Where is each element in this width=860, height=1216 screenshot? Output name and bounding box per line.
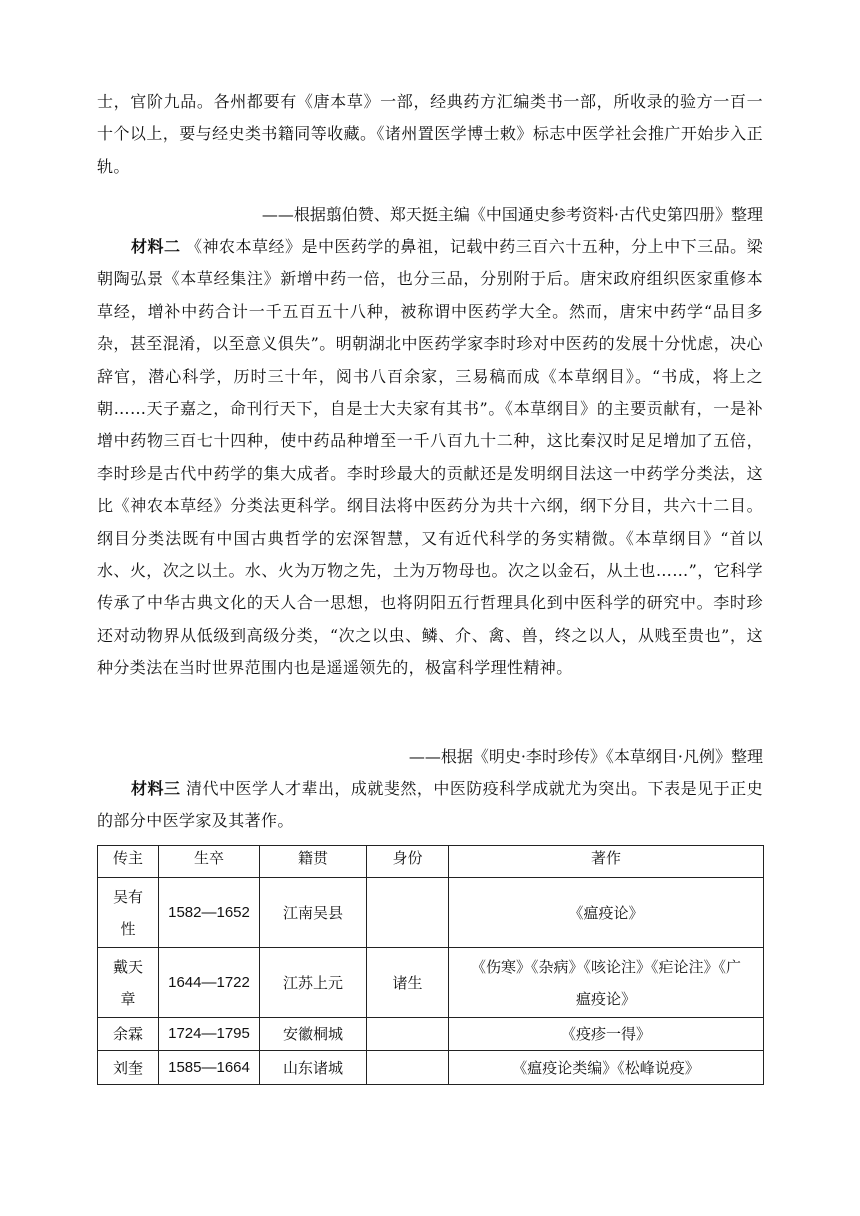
material-two-paragraph bbox=[97, 231, 763, 685]
table-row bbox=[98, 1018, 764, 1051]
cell-years: 1644—1722 bbox=[159, 948, 260, 1018]
material-two-label: 材料二 bbox=[131, 237, 181, 256]
cell-name: 刘奎 bbox=[98, 1051, 159, 1085]
cell-name: 余霖 bbox=[98, 1018, 159, 1051]
source-note-1: ——根据翦伯赞、郑天挺主编《中国通史参考资料·古代史第四册》整理 bbox=[261, 205, 763, 224]
header-status: 身份 bbox=[367, 846, 449, 878]
cell-works: 《疫疹一得》 bbox=[449, 1018, 764, 1051]
header-years: 生卒 bbox=[159, 846, 260, 878]
cell-name: 吴有性 bbox=[98, 878, 159, 948]
table-row bbox=[98, 878, 764, 948]
table-row bbox=[98, 1051, 764, 1085]
cell-works: 《伤寒》《杂病》《咳论注》《疟论注》《广瘟疫论》 bbox=[449, 948, 764, 1018]
table-header-row bbox=[98, 846, 764, 878]
physicians-table bbox=[97, 845, 764, 1085]
table-row bbox=[98, 948, 764, 1018]
header-works: 著作 bbox=[449, 846, 764, 878]
cell-origin: 安徽桐城 bbox=[260, 1018, 367, 1051]
cell-origin: 江南吴县 bbox=[260, 878, 367, 948]
cell-years: 1585—1664 bbox=[159, 1051, 260, 1085]
header-name: 传主 bbox=[98, 846, 159, 878]
material-three-text: 清代中医学人才辈出，成就斐然，中医防疫科学成就尤为突出。下表是见于正史的部分中医学家及其著作。 bbox=[97, 779, 763, 831]
cell-status bbox=[367, 1018, 449, 1051]
header-origin: 籍贯 bbox=[260, 846, 367, 878]
cell-status bbox=[367, 1051, 449, 1085]
material-three-paragraph bbox=[97, 773, 763, 838]
cell-years: 1724—1795 bbox=[159, 1018, 260, 1051]
cell-works: 《瘟疫论类编》《松峰说疫》 bbox=[449, 1051, 764, 1085]
cell-origin: 山东诸城 bbox=[260, 1051, 367, 1085]
cell-status: 诸生 bbox=[367, 948, 449, 1018]
cell-origin: 江苏上元 bbox=[260, 948, 367, 1018]
material-two-text: 《神农本草经》是中医药学的鼻祖，记载中药三百六十五种，分上中下三品。梁朝陶弘景《本草经集注》新增中药一倍，也分三品，分别附于后。唐宋政府组织医家重修本草经，增补中药合计一千五百五十八种，被称谓中医药学大全。然而，唐宋中药学“品目多杂，甚至混淆，以至意义俱失”。明朝湖北中医药学家李时珍对中医药的发展十分忧虑，决心辞官，潜心科学，历时三十年，阅书八百余家，三易稿而成《本草纲目》。“书成，将上之朝……天子嘉之，命刊行天下，自是士大夫家有其书”。《本草纲目》的主要贡献有，一是补增中药物三百七十四种，使中药品种增至一千八百九十二种，这比秦汉时足足增加了五倍，李时珍是古代中药学的集大成者。李时珍最大的贡献还是发明纲目法这一中药学分类法，这比《神农本草经》分类法更科学。纲目法将中医药分为共十六纲，纲下分目，共六十二目。纲目分类法既有中国古典哲学的宏深智慧，又有近代科学的务实精微。《本草纲目》“首以水、火，次之以土。水、火为万物之先，土为万物母也。次之以金石，从土也……”，它科学传承了中华古典文化的天人合一思想，也将阴阳五行哲理具化到中医科学的研究中。李时珍还对动物界从低级到高级分类，“次之以虫、鳞、介、禽、兽，终之以人，从贱至贵也”，这种分类法在当时世界范围内也是遥遥领先的，极富科学理性精神。 bbox=[97, 237, 763, 678]
material-three-label: 材料三 bbox=[131, 779, 181, 798]
cell-name: 戴天章 bbox=[98, 948, 159, 1018]
cell-works: 《瘟疫论》 bbox=[449, 878, 764, 948]
cell-status bbox=[367, 878, 449, 948]
intro-paragraph-end: 士，官阶九品。各州都要有《唐本草》一部，经典药方汇编类书一部，所收录的验方一百一十个以上，要与经史类书籍同等收藏。《诸州置医学博士敕》标志中医学社会推广开始步入正轨。 bbox=[97, 92, 763, 176]
cell-years: 1582—1652 bbox=[159, 878, 260, 948]
source-note-2: ——根据《明史·李时珍传》《本草纲目·凡例》整理 bbox=[408, 747, 763, 766]
